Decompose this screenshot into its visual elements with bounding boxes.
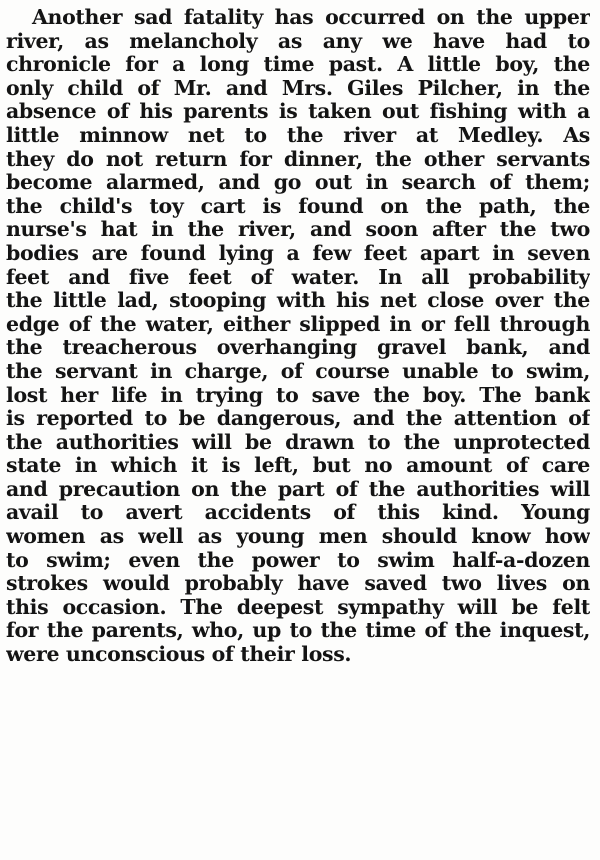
article-line: lost her life in trying to save the boy. The bank <box>6 383 590 407</box>
article-line: edge of the water, either slipped in or fell through <box>6 312 590 336</box>
article-line: the servant in charge, of course unable to swim, <box>6 359 590 383</box>
article-line: bodies are found lying a few feet apart in seven <box>6 241 590 265</box>
article-line: become alarmed, and go out in search of them; <box>6 171 590 195</box>
article-line: the little lad, stooping with his net close over the <box>6 289 590 313</box>
article-line: this occasion. The deepest sympathy will be felt <box>6 595 590 619</box>
article-line: state in which it is left, but no amount of care <box>6 454 590 478</box>
article-line: to swim; even the power to swim half-a-dozen <box>6 548 590 572</box>
article-line: river, as melancholy as any we have had to <box>6 29 590 53</box>
article-line: nurse's hat in the river, and soon after the two <box>6 218 590 242</box>
article-line: the treacherous overhanging gravel bank, and <box>6 336 590 360</box>
article-line: feet and five feet of water. In all probability <box>6 265 590 289</box>
article-line: chronicle for a long time past. A little boy, the <box>6 53 590 77</box>
article-paragraph <box>6 6 590 667</box>
article-line: avail to avert accidents of this kind. Young <box>6 501 590 525</box>
article-line: is reported to be dangerous, and the attention of <box>6 407 590 431</box>
article-line: absence of his parents is taken out fishing with a <box>6 100 590 124</box>
article-line: Another sad fatality has occurred on the upper <box>32 6 590 29</box>
article-line: and precaution on the part of the authorities will <box>6 477 590 501</box>
article-line: only child of Mr. and Mrs. Giles Pilcher, in the <box>6 76 590 100</box>
article-line: were unconscious of their loss. <box>6 643 352 667</box>
article-line: little minnow net to the river at Medley. As <box>6 123 590 147</box>
article-line: for the parents, who, up to the time of the inquest, <box>6 619 590 643</box>
article-line: they do not return for dinner, the other servants <box>6 147 590 171</box>
article-line: strokes would probably have saved two lives on <box>6 572 590 596</box>
article-line: women as well as young men should know how <box>6 525 590 549</box>
article-line: the child's toy cart is found on the path, the <box>6 194 590 218</box>
article-line: the authorities will be drawn to the unprotected <box>6 430 590 454</box>
